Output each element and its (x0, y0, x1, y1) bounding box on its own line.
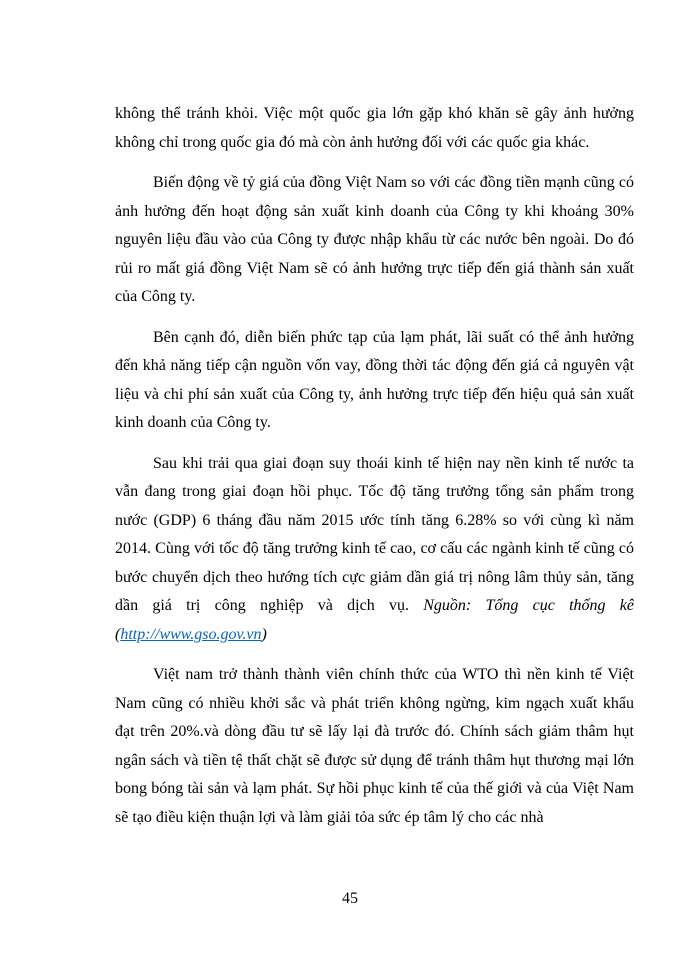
paragraph-4 (115, 450, 634, 650)
page-number: 45 (342, 890, 358, 907)
gso-link[interactable]: http://www.gso.gov.vn (120, 625, 262, 643)
paragraph-4-body: Sau khi trải qua giai đoạn suy thoái kinh tế hiện nay nền kinh tế nước ta vẫn đang trong giai đoạn hồi phục. Tốc độ tăng trưởng tổng sản phẩm trong nước (GDP) 6 tháng đầu năm 2015 ước tính tăng 6.28% so với cùng kì năm 2014. Cùng với tốc độ tăng trưởng kinh tế cao, cơ cấu các ngành kinh tế cũng có bước chuyển dịch theo hướng tích cực giảm dần giá trị nông lâm thủy sản, tăng dần giá trị công nghiệp và dịch vụ. (115, 454, 634, 614)
paragraph-1: không thể tránh khỏi. Việc một quốc gia lớn gặp khó khăn sẽ gây ảnh hưởng không chỉ trong quốc gia đó mà còn ảnh hưởng đối với các quốc gia khác. (115, 105, 634, 151)
paren-open: ( (115, 625, 121, 643)
source-citation: Nguồn: Tổng cục thống kê (423, 597, 635, 614)
paragraph-3: Bên cạnh đó, diễn biến phức tạp của lạm phát, lãi suất có thể ảnh hưởng đến khả năng tiếp cận nguồn vốn vay, đồng thời tác động đến giá cả nguyên vật liệu và chi phí sản xuất của Công ty, ảnh hưởng trực tiếp đến hiệu quả sản xuất kinh doanh của Công ty. (115, 328, 634, 431)
paren-close: ) (261, 625, 267, 643)
page-content (115, 100, 634, 844)
paragraph-5: Việt nam trở thành thành viên chính thức của WTO thì nền kinh tế Việt Nam cũng có nhiều khởi sắc và phát triển không ngừng, kim ngạch xuất khẩu đạt trên 20%.và dòng đầu tư sẽ lấy lại đà trước đó. Chính sách giảm thâm hụt ngân sách và tiền tệ thất chặt sẽ được sử dụng để tránh thâm hụt thương mại lớn bong bóng tài sản và lạm phát. Sự hồi phục kinh tế của thế giới và của Việt Nam sẽ tạo điều kiện thuận lợi và làm giải tỏa sức ép tâm lý cho các nhà (115, 666, 634, 826)
paragraph-2: Biến động về tỷ giá của đồng Việt Nam so với các đồng tiền mạnh cũng có ảnh hưởng đến hoạt động sản xuất kinh doanh của Công ty khi khoảng 30% nguyên liệu đầu vào của Công ty được nhập khẩu từ các nước bên ngoài. Do đó rủi ro mất giá đồng Việt Nam sẽ có ảnh hưởng trực tiếp đến giá thành sản xuất của Công ty. (115, 174, 634, 305)
